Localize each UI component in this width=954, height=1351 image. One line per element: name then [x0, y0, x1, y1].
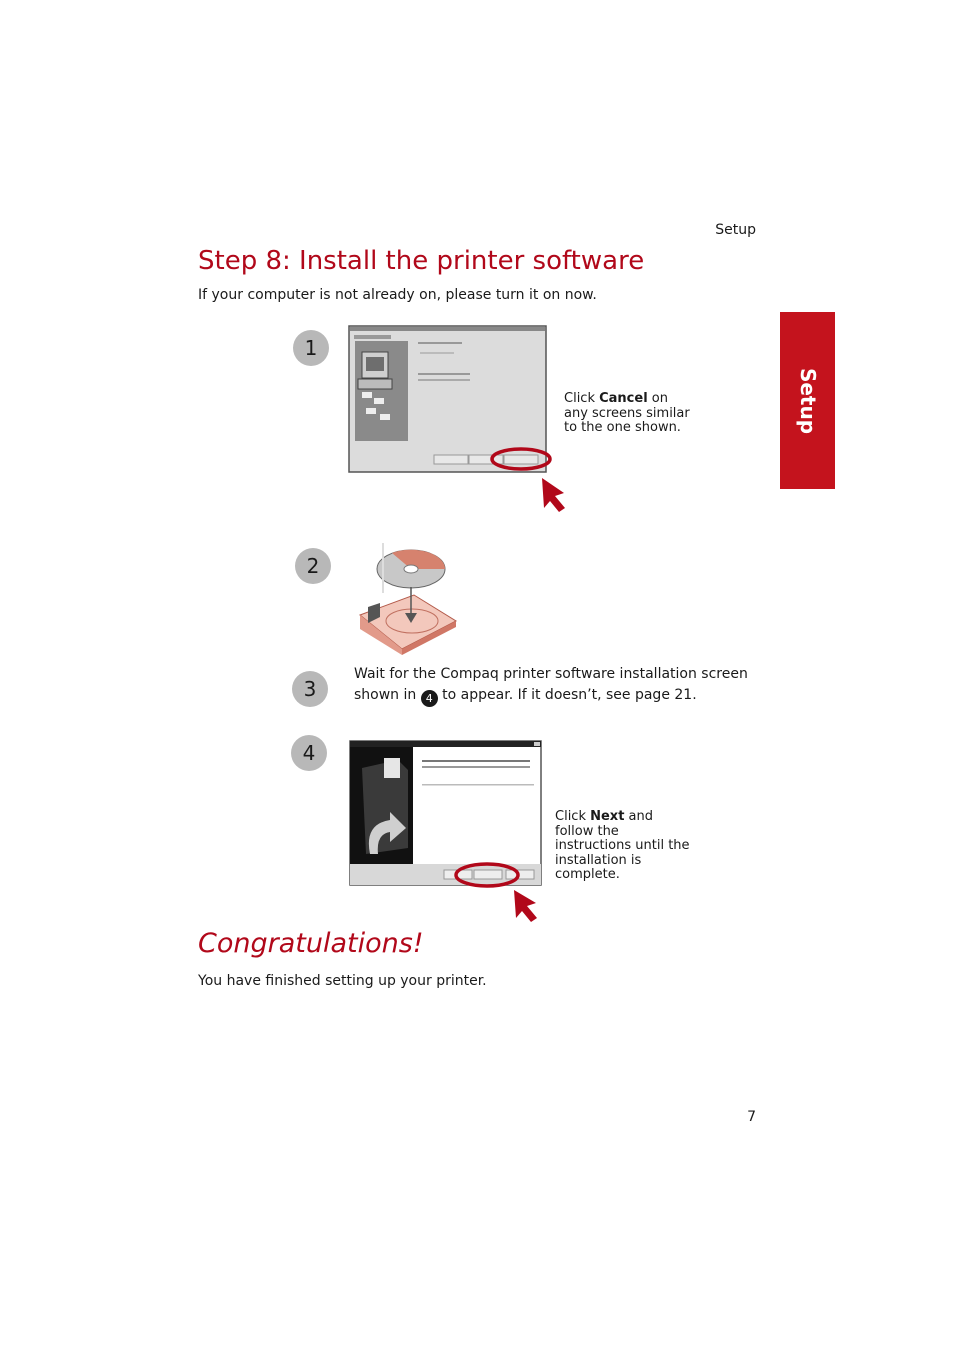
cd-tray-illustration: [354, 543, 464, 655]
congrats-text: You have finished setting up your printer.: [198, 973, 487, 989]
step-3-badge: 3: [292, 671, 328, 707]
section-tab-label: Setup: [795, 367, 820, 434]
running-header: Setup: [715, 222, 756, 238]
congrats-heading: Congratulations!: [198, 928, 424, 959]
step-3-text: Wait for the Compaq printer software installation screen shown in 4 to appear. If it doesn’t, see page 21.: [354, 666, 748, 705]
step-2-badge: 2: [295, 548, 331, 584]
step-4-reference-badge: 4: [421, 690, 438, 707]
intro-text: If your computer is not already on, please turn it on now.: [198, 287, 597, 303]
step-4-badge: 4: [291, 735, 327, 771]
step-1-caption: Click Cancel on any screens similar to the one shown.: [564, 391, 690, 435]
page-number: 7: [747, 1109, 756, 1125]
cancel-keyword: Cancel: [599, 391, 648, 406]
next-keyword: Next: [590, 809, 625, 824]
step-4-caption: Click Next and follow the instructions until the installation is complete.: [555, 809, 690, 882]
cancel-dialog-illustration: [348, 324, 568, 514]
step-1-badge: 1: [293, 330, 329, 366]
installer-wizard-illustration: [348, 738, 548, 926]
section-tab: [780, 312, 835, 489]
page-title: Step 8: Install the printer software: [198, 246, 645, 276]
